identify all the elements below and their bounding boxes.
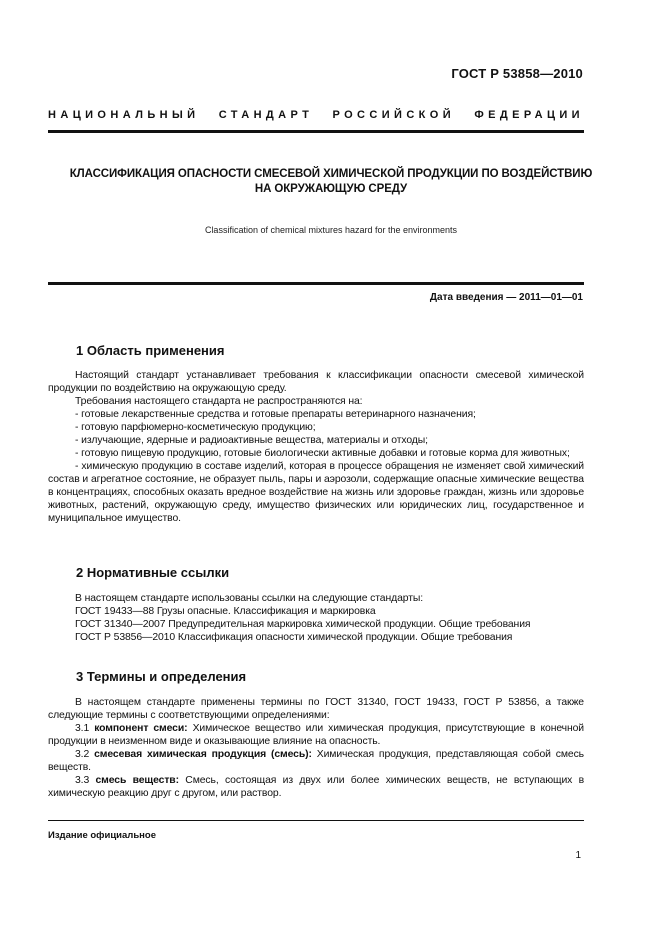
section-3-intro: В настоящем стандарте применены термины по ГОСТ 31340, ГОСТ 19433, ГОСТ Р 53856, а также следующие термины с соответствующими определениями: bbox=[48, 697, 584, 721]
reference-item: ГОСТ 19433—88 Грузы опасные. Классификация и маркировка bbox=[75, 606, 376, 617]
section-1-exclusions-intro: Требования настоящего стандарта не распространяются на: bbox=[75, 396, 363, 407]
section-3-body bbox=[48, 696, 584, 800]
title-line-1: КЛАССИФИКАЦИЯ ОПАСНОСТИ СМЕСЕВОЙ ХИМИЧЕСКОЙ ПРОДУКЦИИ ПО ВОЗДЕЙСТВИЮ bbox=[69, 168, 593, 180]
term-number: 3.1 bbox=[75, 723, 90, 734]
section-2-heading: 2 Нормативные ссылки bbox=[76, 565, 230, 580]
document-title bbox=[48, 167, 614, 197]
term-number: 3.2 bbox=[75, 749, 90, 760]
reference-item: ГОСТ 31340—2007 Предупредительная маркировка химической продукции. Общие требования bbox=[75, 619, 531, 630]
section-3-heading: 3 Термины и определения bbox=[76, 669, 247, 684]
introduction-date: Дата введения — 2011—01—01 bbox=[429, 292, 583, 303]
title-rule bbox=[48, 282, 584, 285]
section-1-body bbox=[48, 369, 584, 525]
section-2-intro: В настоящем стандарте использованы ссылки на следующие стандарты: bbox=[75, 593, 424, 604]
term-name: компонент смеси: bbox=[94, 723, 188, 734]
term-number: 3.3 bbox=[75, 775, 90, 786]
english-title: Classification of chemical mixtures hazard for the environments bbox=[204, 225, 458, 235]
national-standard-banner: НАЦИОНАЛЬНЫЙ СТАНДАРТ РОССИЙСКОЙ ФЕДЕРАЦИИ bbox=[48, 109, 584, 121]
term-name: смесь веществ: bbox=[95, 775, 179, 786]
footer-rule bbox=[48, 820, 584, 821]
term-name: смесевая химическая продукция (смесь): bbox=[94, 749, 312, 760]
section-1-paragraph: Настоящий стандарт устанавливает требования к классификации опасности смесевой химической продукции по воздействию на окружающую среду. bbox=[48, 370, 584, 394]
term-definition: Химическая продукция, представляющая собой смесь веществ. bbox=[48, 749, 584, 773]
edition-label: Издание официальное bbox=[48, 830, 156, 841]
list-item: - готовую парфюмерно-косметическую продукцию; bbox=[75, 422, 316, 433]
term-definition: Химическое вещество или химическая продукция, присутствующие в конечной продукции в неизменном виде и оказывающие влияние на опасность. bbox=[48, 723, 585, 747]
term-entry bbox=[48, 748, 584, 774]
term-entry bbox=[48, 722, 584, 748]
list-item: - излучающие, ядерные и радиоактивные вещества, материалы и отходы; bbox=[75, 435, 428, 446]
title-line-2: НА ОКРУЖАЮЩУЮ СРЕДУ bbox=[254, 183, 408, 195]
section-2-body bbox=[48, 592, 584, 644]
header-rule bbox=[48, 130, 584, 133]
gost-code: ГОСТ Р 53858—2010 bbox=[451, 66, 583, 81]
page-number: 1 bbox=[575, 850, 581, 861]
section-1-heading: 1 Область применения bbox=[76, 343, 225, 358]
reference-item: ГОСТ Р 53856—2010 Классификация опасности химической продукции. Общие требования bbox=[75, 632, 513, 643]
list-item: - химическую продукцию в составе изделий, которая в процессе обращения не изменяет свой химический состав и агрегатное состояние, не образует пыль, пары и аэрозоли, содержащие опасные химические вещества в концентрациях, способных оказать вредное воздействие на жизнь или здоровье граждан, жизнь или здоровье животных, растений, окружающую среду, имущество физических или юридических лиц, государственное и муниципальное имущество. bbox=[48, 461, 584, 524]
list-item: - готовые лекарственные средства и готовые препараты ветеринарного назначения; bbox=[75, 409, 476, 420]
term-entry bbox=[48, 774, 584, 800]
term-definition: Смесь, состоящая из двух или более химических веществ, не вступающих в химическую реакцию друг с другом, или раствор. bbox=[48, 775, 585, 799]
list-item: - готовую пищевую продукцию, готовые биологически активные добавки и готовые корма для животных; bbox=[75, 448, 570, 459]
